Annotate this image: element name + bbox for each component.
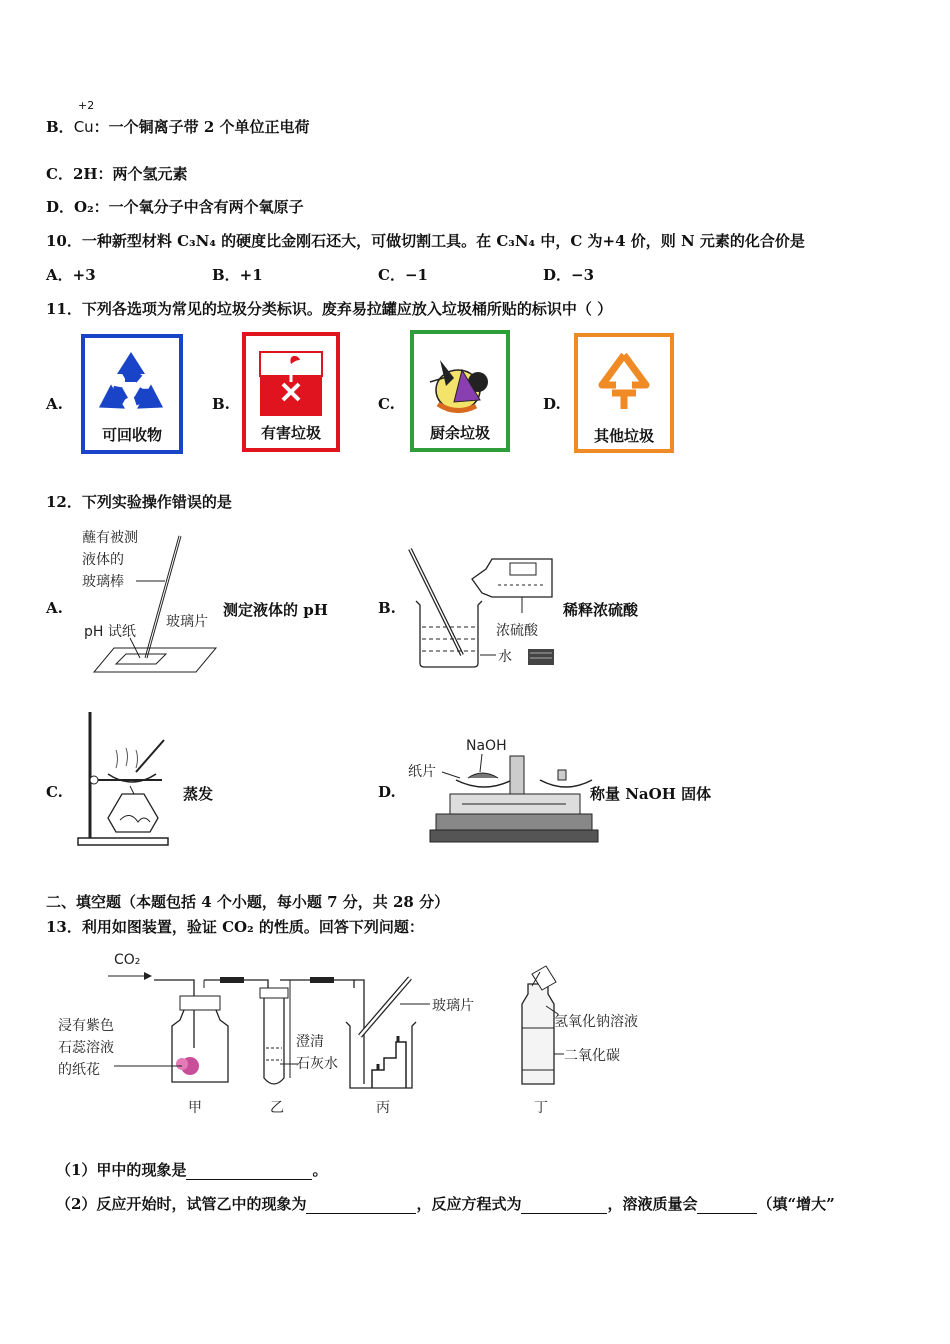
other-waste-label: 其他垃圾	[593, 427, 655, 445]
other-waste-sign	[574, 333, 674, 453]
limewater-line1: 澄清	[296, 1034, 324, 1050]
evaporation-diagram	[74, 710, 174, 848]
q10-option-c: C．−1	[378, 266, 428, 284]
q11-option-b-letter: B.	[212, 395, 230, 413]
q13-part2	[56, 1193, 835, 1214]
q13-part1	[56, 1159, 327, 1180]
q9-option-d: D．O₂：一个氧分子中含有两个氧原子	[46, 198, 304, 216]
q12-stem: 12．下列实验操作错误的是	[46, 493, 232, 511]
recyclable-label: 可回收物	[101, 426, 163, 444]
recyclable-sign	[81, 334, 183, 454]
q13-part1-answer-blank[interactable]	[186, 1165, 312, 1180]
q13-stem: 13．利用如图装置，验证 CO₂ 的性质。回答下列问题：	[46, 918, 424, 936]
glass-slide-label: 玻璃片	[166, 614, 208, 630]
naoh-solution-label: 氢氧化钠溶液	[554, 1014, 638, 1030]
q10-option-b: B．+1	[212, 266, 263, 284]
co2-apparatus-diagram	[54, 948, 674, 1120]
q13-part2-text-a: （2）反应开始时，试管乙中的现象为	[56, 1195, 307, 1213]
balance-diagram	[406, 734, 590, 846]
q12-option-c-letter: C.	[46, 783, 63, 801]
kitchen-waste-label: 厨余垃圾	[429, 424, 491, 442]
q10-stem: 10．一种新型材料 C₃N₄ 的硬度比金刚石还大，可做切割工具。在 C₃N₄ 中，C 为+4 价，则 N 元素的化合价是	[46, 232, 805, 250]
q11-stem: 11．下列各选项为常见的垃圾分类标识。废弃易拉罐应放入垃圾桶所贴的标识中（ ）	[46, 300, 613, 318]
q12-option-d-letter: D.	[378, 783, 396, 801]
flower-label-line1: 浸有紫色	[58, 1018, 114, 1034]
co2-cn-label: 二氧化碳	[564, 1048, 620, 1064]
rod-label-line3: 玻璃棒	[82, 574, 124, 590]
q13-part2-phenomenon-blank[interactable]	[306, 1199, 416, 1214]
co2-label: CO₂	[114, 952, 141, 968]
q13-part2-mass-blank[interactable]	[697, 1199, 757, 1214]
q11-option-d-letter: D.	[543, 395, 561, 413]
q9-option-b	[46, 116, 310, 137]
kitchen-waste-sign	[410, 330, 510, 452]
name-jia: 甲	[188, 1100, 202, 1116]
q13-part2-text-d: （填“增大”	[757, 1195, 835, 1213]
flower-label-line2: 石蕊溶液	[58, 1040, 114, 1056]
ph-paper-label: pH 试纸	[84, 624, 136, 640]
q9-option-b-letter: B．	[46, 118, 74, 136]
q13-part2-text-c: ，溶液质量会	[607, 1195, 698, 1213]
water-label: 水	[498, 649, 512, 665]
q9-option-b-text: ：一个铜离子带 2 个单位正电荷	[93, 118, 310, 136]
name-ding: 丁	[534, 1100, 548, 1116]
hazardous-sign	[242, 332, 340, 452]
ph-test-diagram	[80, 526, 230, 676]
q13-part1-period: 。	[312, 1161, 328, 1179]
dilution-diagram	[406, 545, 566, 673]
q12-option-c-caption: 蒸发	[183, 785, 214, 803]
q13-part2-equation-blank[interactable]	[521, 1199, 607, 1214]
charge-superscript: +2	[78, 99, 95, 112]
q12-option-a-caption: 测定液体的 pH	[223, 601, 328, 619]
q13-part2-text-b: ，反应方程式为	[416, 1195, 522, 1213]
hazardous-label: 有害垃圾	[260, 424, 322, 442]
q10-option-d: D．−3	[543, 266, 595, 284]
q9-option-c: C．2H：两个氢元素	[46, 165, 188, 183]
copper-symbol: Cu	[73, 118, 94, 136]
q11-option-a-letter: A.	[46, 395, 63, 413]
glass-slide-label-13: 玻璃片	[432, 998, 474, 1014]
paper-sheet-label: 纸片	[408, 764, 436, 780]
q10-option-a: A．+3	[46, 266, 96, 284]
q13-part1-text: （1）甲中的现象是	[56, 1161, 187, 1179]
name-bing: 丙	[376, 1100, 390, 1116]
section-heading: 二、填空题（本题包括 4 个小题，每小题 7 分，共 28 分）	[46, 893, 450, 911]
q12-option-b-caption: 稀释浓硫酸	[563, 601, 639, 619]
limewater-line2: 石灰水	[296, 1056, 338, 1072]
flower-label-line3: 的纸花	[58, 1062, 100, 1078]
naoh-label: NaOH	[466, 738, 507, 754]
q12-option-d-caption: 称量 NaOH 固体	[590, 785, 712, 803]
q12-option-b-letter: B.	[378, 599, 396, 617]
rod-label-line2: 液体的	[82, 552, 124, 568]
q12-option-a-letter: A.	[46, 599, 63, 617]
q11-option-c-letter: C.	[378, 395, 395, 413]
conc-acid-label: 浓硫酸	[496, 623, 538, 639]
rod-label-line1: 蘸有被测	[82, 530, 138, 546]
name-yi: 乙	[270, 1100, 284, 1116]
